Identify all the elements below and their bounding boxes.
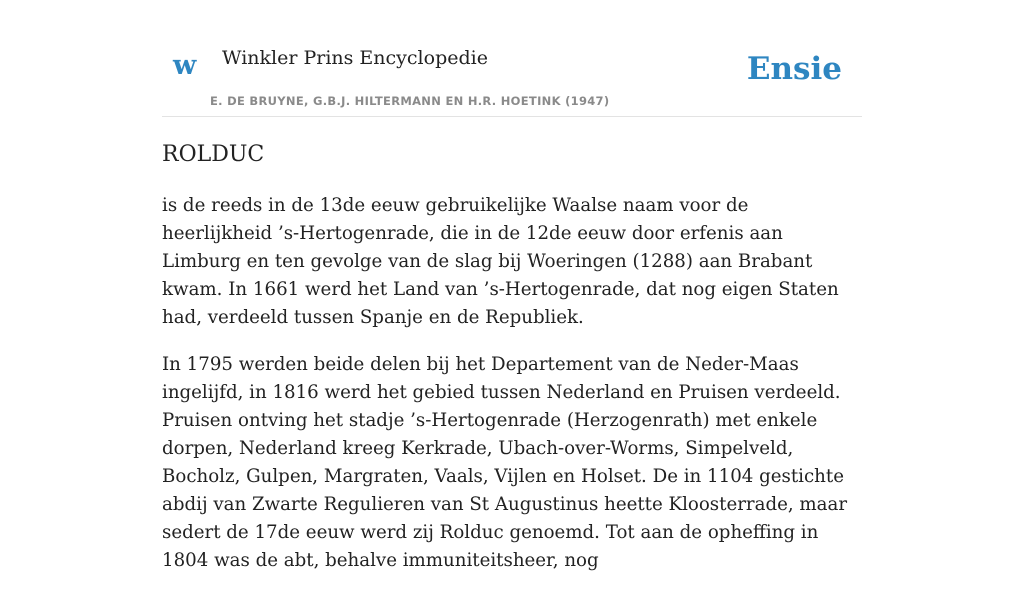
article-paragraph: is de reeds in de 13de eeuw gebruikelijke Waalse naam voor de heerlijkheid ’s-Hertogenrade, die in de 12de eeuw door erfenis aan Limburg en ten gevolge van de slag bij Woeringen (1288) aan Brabant kwam. In 1661 werd het Land van ’s-Hertogenrade, dat nog eigen Staten had, verdeeld tussen Spanje en de Republiek. [162,195,839,328]
publication-logo-icon[interactable]: w [173,50,197,81]
publication-authors: E. DE BRUYNE, G.B.J. HILTERMANN EN H.R. HOETINK (1947) [210,94,610,108]
article-paragraph: In 1795 werden beide delen bij het Departement van de Neder-Maas ingelijfd, in 1816 werd het gebied tussen Nederland en Pruisen verdeeld. Pruisen ontving het stadje ’s-Hertogenrade (Herzogenrath) met enkele dorpen, Nederland kreeg Kerkrade, Ubach-over-Worms, Simpelveld, Bocholz, Gulpen, Margraten, Vaals, Vijlen en Holset. De in 1104 gestichte abdij van Zwarte Regulieren van St Augustinus heette Kloosterrade, maar sedert de 17de eeuw werd zij Rolduc genoemd. Tot aan de opheffing in 1804 was de abt, behalve immuniteitsheer, nog [162,354,848,571]
publication-title[interactable]: Winkler Prins Encyclopedie [222,47,488,69]
site-header [162,0,862,117]
ensie-logo[interactable]: Ensie [746,51,842,87]
article-body [162,192,862,594]
article-title: ROLDUC [162,142,265,167]
